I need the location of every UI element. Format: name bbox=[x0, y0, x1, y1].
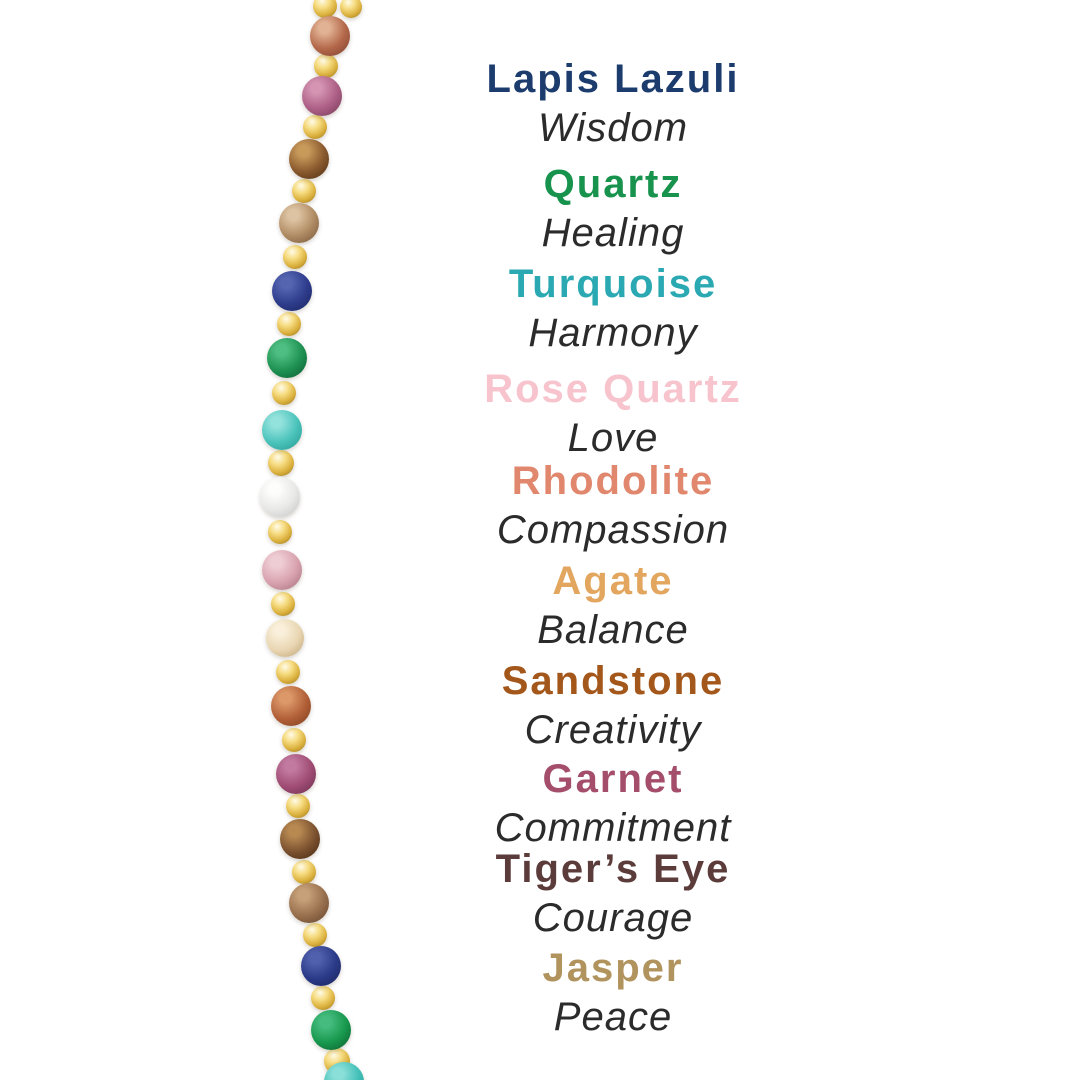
stone-entry bbox=[413, 847, 813, 940]
stone-name: Rose Quartz bbox=[484, 367, 742, 411]
gem-bead-copper-goldstone bbox=[271, 686, 311, 726]
stone-meaning: Balance bbox=[537, 608, 689, 652]
stone-meaning: Wisdom bbox=[537, 106, 689, 150]
stone-meaning: Love bbox=[567, 416, 659, 460]
stone-entry bbox=[413, 162, 813, 255]
gold-spacer-bead bbox=[314, 54, 338, 78]
gold-spacer-bead bbox=[282, 728, 306, 752]
gold-spacer-bead bbox=[272, 381, 296, 405]
gold-spacer-bead bbox=[303, 923, 327, 947]
gem-bead-lapis-lazuli bbox=[272, 271, 312, 311]
gold-spacer-bead bbox=[268, 520, 292, 544]
gold-spacer-bead bbox=[311, 986, 335, 1010]
gem-bead-lapis-lazuli bbox=[301, 946, 341, 986]
stone-name: Sandstone bbox=[501, 659, 725, 703]
gem-bead-champagne-agate bbox=[266, 619, 304, 657]
gem-bead-green-quartz bbox=[311, 1010, 351, 1050]
gem-bead-tigers-eye bbox=[280, 819, 320, 859]
stone-name: Garnet bbox=[542, 757, 684, 801]
stone-meaning: Compassion bbox=[496, 508, 730, 552]
stone-meaning: Peace bbox=[553, 995, 673, 1039]
stone-meaning: Courage bbox=[532, 896, 694, 940]
stone-meaning: Harmony bbox=[528, 311, 698, 355]
stone-name: Rhodolite bbox=[511, 459, 715, 503]
gem-bead-turquoise bbox=[262, 410, 302, 450]
gold-spacer-bead bbox=[286, 794, 310, 818]
stone-entry bbox=[413, 757, 813, 850]
gem-bead-moonstone bbox=[260, 477, 300, 517]
stone-meaning: Healing bbox=[541, 211, 685, 255]
stone-entry bbox=[413, 367, 813, 460]
stone-meaning: Creativity bbox=[524, 708, 702, 752]
gem-bead-jasper bbox=[289, 883, 329, 923]
stone-name: Jasper bbox=[542, 946, 684, 990]
stone-entry bbox=[413, 946, 813, 1039]
stone-entry bbox=[413, 659, 813, 752]
gem-bead-garnet-pink bbox=[302, 76, 342, 116]
gold-spacer-bead bbox=[292, 179, 316, 203]
stone-entry bbox=[413, 262, 813, 355]
stone-name: Lapis Lazuli bbox=[486, 57, 740, 101]
gem-bead-sandstone-goldstone bbox=[310, 16, 350, 56]
gold-spacer-bead bbox=[292, 860, 316, 884]
stone-name: Turquoise bbox=[508, 262, 718, 306]
gem-bead-garnet bbox=[276, 754, 316, 794]
stone-entry bbox=[413, 559, 813, 652]
stone-entry bbox=[413, 459, 813, 552]
stone-meaning: Commitment bbox=[494, 806, 732, 850]
gold-spacer-bead bbox=[271, 592, 295, 616]
stone-name: Agate bbox=[552, 559, 674, 603]
stone-entry bbox=[413, 57, 813, 150]
stone-name: Tiger’s Eye bbox=[495, 847, 731, 891]
gem-bead-picture-jasper bbox=[279, 203, 319, 243]
gem-bead-tigers-eye bbox=[289, 139, 329, 179]
gold-spacer-bead bbox=[277, 312, 301, 336]
gold-spacer-bead bbox=[276, 660, 300, 684]
gold-spacer-bead bbox=[303, 115, 327, 139]
gold-spacer-bead bbox=[283, 245, 307, 269]
gem-bead-green-quartz bbox=[267, 338, 307, 378]
gold-spacer-bead bbox=[268, 450, 294, 476]
gem-bead-rose-rhodonite bbox=[262, 550, 302, 590]
stone-name: Quartz bbox=[543, 162, 683, 206]
